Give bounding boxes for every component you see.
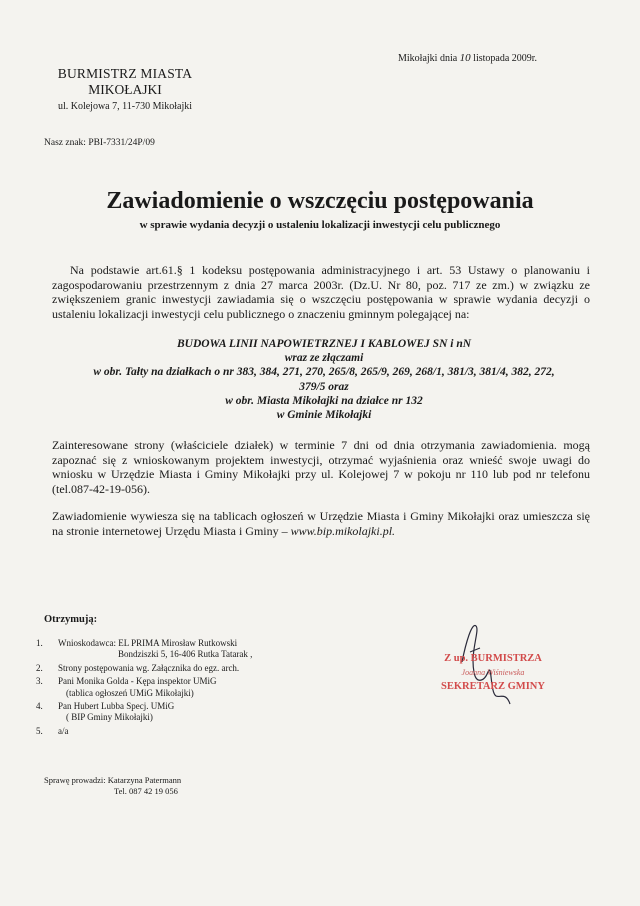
document-date [398,52,537,64]
list-item-number: 3. [36,676,43,687]
list-item-number: 5. [36,725,43,736]
project-line-4: 379/5 oraz [299,380,349,393]
project-line-3: w obr. Tałty na działkach o nr 383, 384, 271, 270, 265/8, 265/9, 269, 268/1, 381/3, 381/4, 382, 272, [93,366,555,379]
paragraph-publication [52,509,590,538]
stamp-line-1: Z up. BURMISTRZA [444,653,542,664]
list-item-line: ( BIP Gminy Mikołajki) [66,712,153,723]
document-title: Zawiadomienie o wszczęciu postępowania [106,188,534,214]
list-item-number: 1. [36,638,43,648]
project-line-5: w obr. Miasta Mikołajki na działce nr 132 [225,394,423,407]
list-item-line: (tablica ogłoszeń UMiG Mikołajki) [66,687,194,698]
list-item [36,663,336,674]
stamp-signatory: Joanna Wiśniewska [461,668,525,677]
paragraph-legal-basis: Na podstawie art.61.§ 1 kodeksu postępowania administracyjnego i art. 53 Ustawy o planowaniu i zagospodarowaniu przestrzennym z dnia 27 marca 2003r. (Dz.U. Nr 80, poz. 717 ze zm.) w związku ze zwiększeniem granic inwestycji zawiadamia się o wszczęciu postępowania w sprawie wydania decyzji o ustaleniu lokalizacji inwestycji celu publicznego o znaczeniu gminnym polegającej na: [52,263,590,321]
project-line-6: w Gminie Mikołajki [276,409,372,422]
sender-line-2: MIKOŁAJKI [88,82,162,97]
project-line-2: wraz ze złączami [284,352,364,365]
project-description [44,337,604,422]
reference-number: Nasz znak: PBI-7331/24P/09 [44,138,155,148]
prepared-by [44,775,181,796]
publication-text: Zawiadomienie wywiesza się na tablicach ogłoszeń w Urzędzie Miasta i Gminy Mikołajki oraz umieszcza się na stronie internetowej Urzędu Miasta i Gminy – [52,509,590,538]
list-item-number: 2. [36,662,43,673]
official-stamp [428,652,558,694]
list-item [36,676,336,699]
prepared-by-phone: Tel. 087 42 19 056 [114,785,178,796]
date-prefix: Mikołajki dnia [398,53,458,64]
document-subtitle: w sprawie wydania decyzji o ustaleniu lokalizacji inwestycji celu publicznego [139,219,501,231]
list-item-line: a/a [58,725,69,736]
list-item-line: Wnioskodawca: EL PRIMA Mirosław Rutkowski [58,638,238,648]
sender-address: ul. Kolejowa 7, 11-730 Mikołajki [57,101,193,112]
date-day: 10 [459,52,471,64]
date-rest: listopada 2009r. [473,53,538,64]
list-item [36,701,336,724]
project-line-1: BUDOWA LINII NAPOWIETRZNEJ I KABLOWEJ SN i nN [176,338,472,350]
list-item-line: Strony postępowania wg. Załącznika do egz. arch. [58,662,240,673]
list-item [36,726,336,737]
list-item [36,638,336,661]
sender-block [40,66,210,114]
paragraph-parties: Zainteresowane strony (właściciele działek) w terminie 7 dni od dnia otrzymania zawiadomienia. mogą zapoznać się z wnioskowanym projektem inwestycji, otrzymać wyjaśnienia oraz wnieść swoje uwagi do wniosku w Urzędzie Miasta i Gminy Mikołajki przy ul. Kolejowej 7 w pokoju nr 110 lub pod nr telefonu (tel.087-42-19-056). [52,438,590,496]
sender-line-1: BURMISTRZ MIASTA [57,66,193,81]
list-item-line: Pani Monika Golda - Kępa inspektor UMiG [58,676,217,687]
prepared-by-name: Sprawę prowadzi: Katarzyna Patermann [44,775,182,785]
recipients-heading: Otrzymują: [44,614,98,625]
website-link[interactable]: www.bip.mikolajki.pl. [290,523,396,538]
stamp-line-2: SEKRETARZ GMINY [441,681,545,692]
recipients-list [36,638,336,739]
list-item-line: Pan Hubert Lubba Specj. UMiG [58,701,175,712]
list-item-line: Bondziszki 5, 16-406 Rutka Tatarak , [118,649,253,660]
list-item-number: 4. [36,701,43,712]
